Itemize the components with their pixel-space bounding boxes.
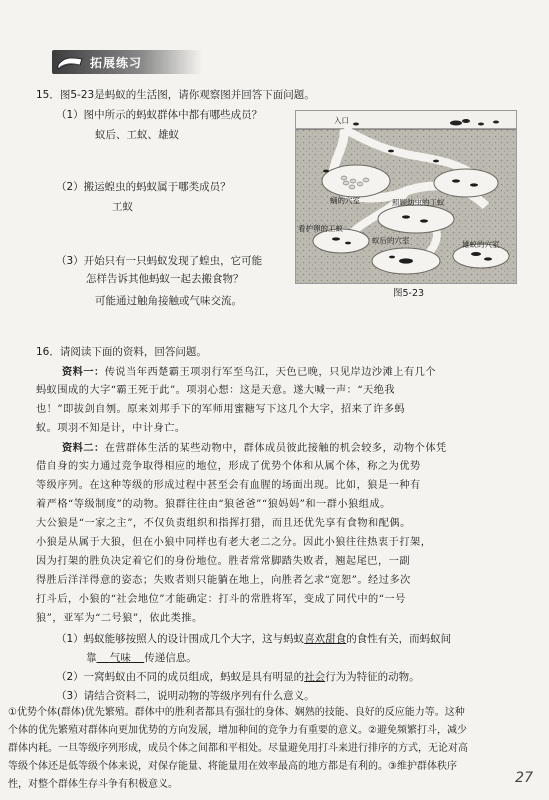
material1-label: 资料一： <box>62 366 105 378</box>
section-header <box>52 50 202 74</box>
q15-sub1: （1）图中所示的蚂蚁群体中都有哪些成员？ <box>56 109 263 121</box>
material2-label: 资料二： <box>62 442 105 454</box>
q16-answer2: 社会 <box>304 671 326 683</box>
solution-line4: 等级个体还是低等级个体来说，对保存能量、将能量用在效率最高的地方都是有利的。③维护群体秩序 <box>8 761 457 772</box>
q15-answer3: 可能通过触角接触或气味交流。 <box>95 295 242 307</box>
material2-line1: 资料二：在营群体生活的某些动物中，群体成员彼此接触的机会较多，动物个体凭 <box>62 442 447 454</box>
q16-answer1b: 气味 <box>109 652 131 664</box>
ant-nest-figure <box>295 110 517 284</box>
book-icon <box>56 53 84 71</box>
q15-sub3-line2: 怎样告诉其他蚂蚁一起去搬食物？ <box>86 273 244 285</box>
solution-line2: 个体的优先繁殖对群体向更加优势的方向发展，增加种间的竞争力有重要的意义。②避免频繁打斗，减少 <box>8 725 467 736</box>
material2-line10: 狼”，亚军为“二号狼”，依此类推。 <box>36 613 203 624</box>
material2-line3: 等级序列。在这种等级的形成过程中甚至会有血腥的场面出现。比如，狼是一种有 <box>36 480 421 491</box>
section-title: 拓展练习 <box>90 56 143 70</box>
material2-line8: 得胜后洋洋得意的姿态；失败者则只能躺在地上，向胜者乞求“宽恕”。经过多次 <box>36 575 411 586</box>
solution-line5: 性，对整个群体生存斗争有积极意义。 <box>8 779 178 790</box>
material2-line6: 小狼是从属于大狼，但在小狼中同样也有老大老二之分。因此小狼往往热衷于打架， <box>36 537 432 548</box>
material2-line5: 大公狼是“一家之主”，不仅负责组织和指挥打猎，而且还优先享有食物和配偶。 <box>36 518 411 529</box>
label-egg-workers: 看护卵的工蚁 <box>298 224 343 233</box>
q16-sub1: （1）蚂蚁能够按照人的设计围成几个大字，这与蚂蚁喜欢甜食的食性有关，而蚂蚁间 <box>56 633 452 645</box>
q15-answer2: 工蚁 <box>112 201 133 213</box>
q16-sub3: （3）请结合资料二，说明动物的等级序列有什么意义。 <box>56 690 315 702</box>
page-number: 27 <box>515 770 533 786</box>
figure-caption: 图5-23 <box>393 288 425 299</box>
q15-sub2: （2）搬运蝗虫的蚂蚁属于哪类成员？ <box>56 181 231 193</box>
material2-line9: 打斗后，小狼的“社会地位”才能确定：打斗的常胜将军，变成了同代中的“一号 <box>36 594 406 605</box>
label-entrance: 入口 <box>334 116 349 125</box>
solution-line1: ①优势个体(群体)优先繁殖。群体中的胜利者都具有强壮的身体、娴熟的技能、良好的反应能力等。这种 <box>8 707 465 718</box>
q16-stem: 16．请阅读下面的资料，回答问题。 <box>36 346 207 358</box>
label-male-room: 雄蚁的穴室 <box>462 240 500 249</box>
material1-line3: 也！”即拔剑自刎。原来刘邦手下的军师用蜜糖写下这几个大字，招来了许多蚂 <box>36 404 406 415</box>
q16-sub1-line2: 靠 气味 传递信息。 <box>86 652 197 664</box>
label-larvae-workers: 照顾幼虫的工蚁 <box>392 198 445 207</box>
material1-line2: 蚂蚁围成的大字“霸王死于此”。项羽心想：这是天意。遂大喊一声：“天绝我 <box>36 385 396 396</box>
q16-answer1a: 喜欢甜食 <box>304 633 347 645</box>
label-queen-room: 蚁后的穴室 <box>372 236 410 245</box>
q15-sub3-line1: （3）开始只有一只蚂蚁发现了蝗虫，它可能 <box>56 255 263 267</box>
solution-line3: 群体内耗。一旦等级序列形成，成员个体之间都和平相处。尽量避免用打斗来进行排序的方式，无论对高 <box>8 743 468 754</box>
material2-line7: 因为打架的胜负决定着它们的身份地位。胜者常常脚踏失败者，翘起尾巴，一副 <box>36 556 411 567</box>
material1-line1: 资料一：传说当年西楚霸王项羽行军至乌江，天色已晚，只见岸边沙滩上有几个 <box>62 366 437 378</box>
material1-line4: 蚁。项羽不知是计，中计身亡。 <box>36 423 186 434</box>
label-pupa-room: 蛹的穴室 <box>330 196 360 205</box>
q15-stem: 15．图5-23是蚂蚁的生活图，请你观察图并回答下面问题。 <box>36 89 315 101</box>
q16-sub2: （2）一窝蚂蚁由不同的成员组成，蚂蚁是具有明显的社会行为为特征的动物。 <box>56 671 420 683</box>
material2-line2: 借自身的实力通过竞争取得相应的地位，形成了优势个体和从属个体，称之为优势 <box>36 461 421 472</box>
material2-line4: 着严格“等级制度”的动物。狼群往往由“狼爸爸”“狼妈妈”和一群小狼组成。 <box>36 499 391 510</box>
q15-answer1: 蚁后、工蚁、雄蚁 <box>95 129 179 141</box>
